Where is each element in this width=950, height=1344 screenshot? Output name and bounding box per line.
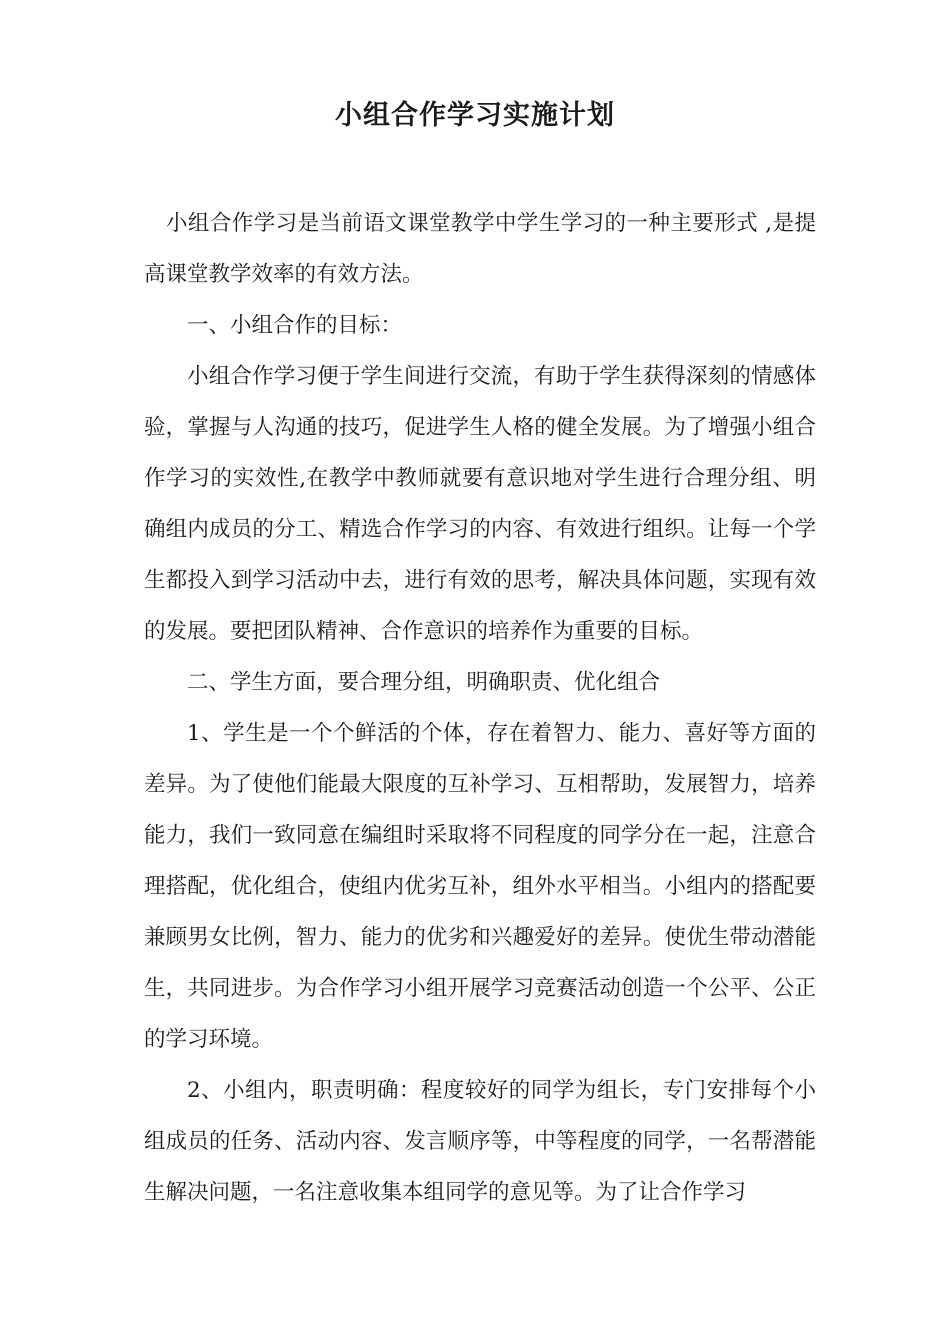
section-heading-students: 二、学生方面，要合理分组，明确职责、优化组合: [187, 670, 661, 695]
document-body: [144, 198, 816, 1218]
intro-paragraph: 小组合作学习是当前语文课堂教学中学生学习的一种主要形式 ,是提高课堂教学效率的有效方法。: [144, 211, 816, 287]
students-point-2: 2、小组内，职责明确：程度较好的同学为组长，专门安排每个小组成员的任务、活动内容、发言顺序等，中等程度的同学，一名帮潜能生解决问题，一名注意收集本组同学的意见等。为了让合作学习: [144, 1078, 816, 1205]
document-title: 小组合作学习实施计划: [335, 100, 615, 131]
students-point-1: 1、学生是一个个鲜活的个体，存在着智力、能力、喜好等方面的差异。为了使他们能最大限度的互补学习、互相帮助，发展智力，培养能力，我们一致同意在编组时采取将不同程度的同学分在一起，注意合理搭配，优化组合，使组内优劣互补，组外水平相当。小组内的搭配要兼顾男女比例，智力、能力的优劣和兴趣爱好的差异。使优生带动潜能生，共同进步。为合作学习小组开展学习竞赛活动创造一个公平、公正的学习环境。: [144, 721, 816, 1052]
goals-paragraph: 小组合作学习便于学生间进行交流，有助于学生获得深刻的情感体验，掌握与人沟通的技巧，促进学生人格的健全发展。为了增强小组合作学习的实效性,在教学中教师就要有意识地对学生进行合理分组、明确组内成员的分工、精选合作学习的内容、有效进行组织。让每一个学生都投入到学习活动中去，进行有效的思考，解决具体问题，实现有效的发展。要把团队精神、合作意识的培养作为重要的目标。: [144, 364, 816, 644]
section-heading-goals: 一、小组合作的目标：: [187, 313, 403, 338]
